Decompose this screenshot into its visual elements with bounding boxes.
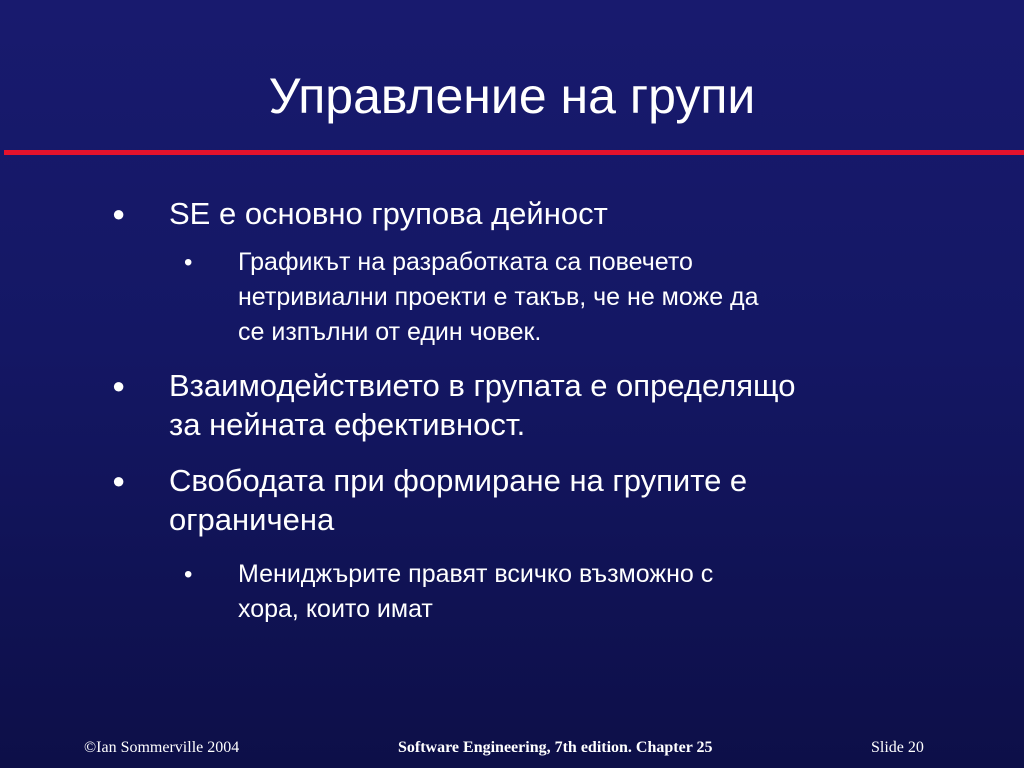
sub-bullet-line: се изпълни от един човек. [238, 318, 542, 346]
footer-book-title: Software Engineering, 7th edition. Chapter 25 [398, 739, 713, 756]
bullet-line: за нейната ефективност. [169, 407, 526, 442]
bullet-text [169, 461, 989, 539]
sub-bullet-text [238, 245, 958, 350]
sub-bullet-marker: • [184, 249, 193, 276]
bullet-line: Взаимодействието в групата е определящо [169, 368, 796, 403]
slide-title: Управление на групи [268, 68, 756, 124]
bullet-marker: ● [112, 201, 126, 226]
footer-slide-number: Slide 20 [871, 739, 924, 756]
footer-copyright: ©Ian Sommerville 2004 [84, 739, 240, 756]
sub-bullet-line: Мениджърите правят всичко възможно с [238, 560, 714, 588]
sub-bullet-line: нетривиални проекти е такъв, че не може да [238, 283, 759, 311]
bullet-line: Свободата при формиране на групите е [169, 463, 748, 498]
sub-bullet-marker: • [184, 561, 193, 588]
bullet-marker: ● [112, 373, 126, 398]
bullet-text [169, 366, 989, 444]
bullet-text [169, 194, 989, 233]
bullet-line: ограничена [169, 502, 335, 537]
title-divider [4, 150, 1024, 155]
bullet-marker: ● [112, 468, 126, 493]
bullet-line: SE е основно групова дейност [169, 196, 608, 231]
sub-bullet-text [238, 557, 958, 627]
sub-bullet-line: Графикът на разработката са повечето [238, 248, 693, 276]
sub-bullet-line: хора, които имат [238, 595, 433, 623]
